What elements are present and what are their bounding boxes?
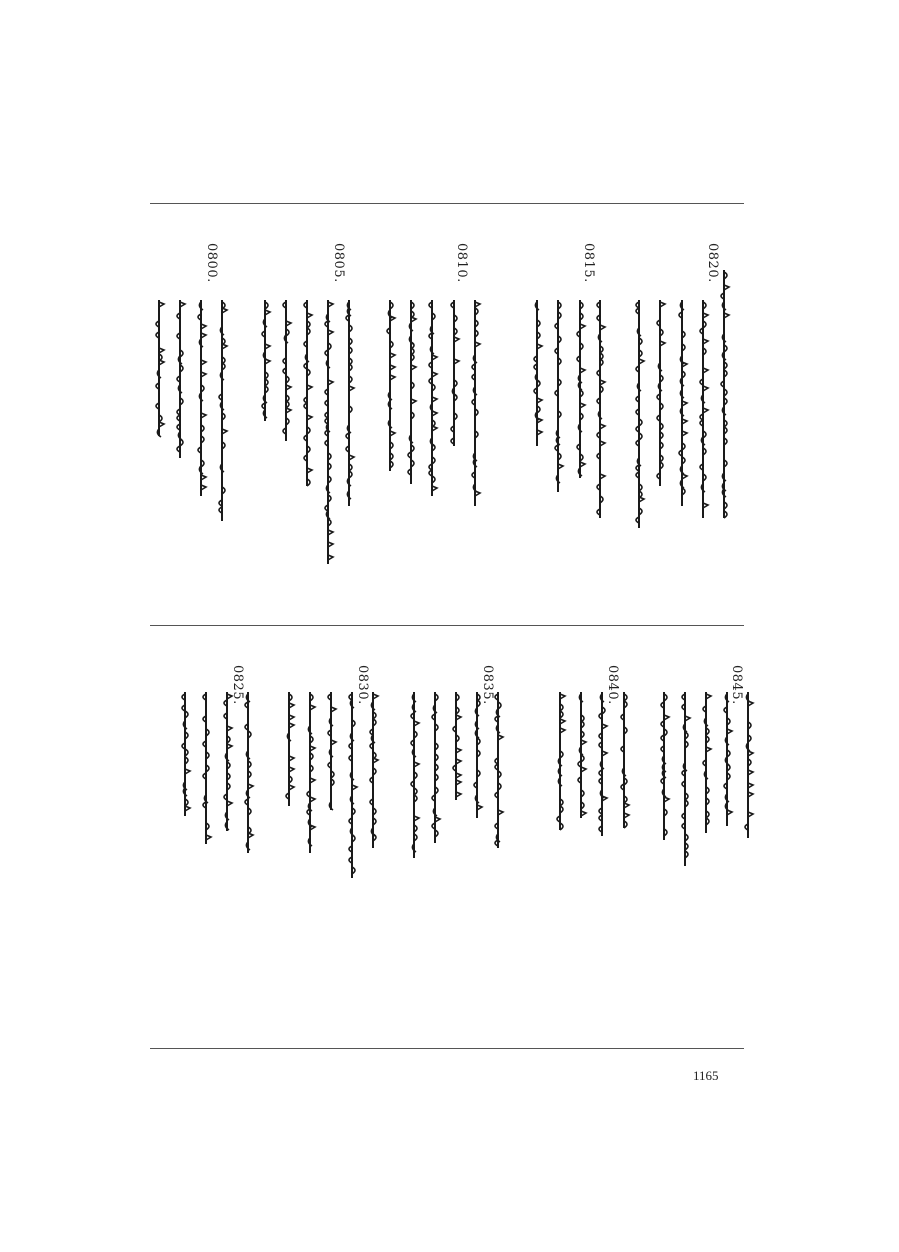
script-line	[423, 298, 441, 498]
script-line	[343, 690, 361, 880]
script-line	[468, 690, 486, 820]
script-line	[697, 690, 715, 835]
page-number: 1165	[693, 1068, 719, 1083]
script-line	[171, 298, 189, 460]
script-line	[655, 690, 673, 842]
script-line	[405, 690, 423, 860]
middle-rule	[150, 625, 744, 626]
script-line	[739, 690, 757, 840]
script-line	[630, 298, 648, 530]
script-line	[340, 298, 358, 508]
script-line	[572, 690, 590, 820]
script-line	[571, 298, 589, 480]
script-line	[256, 298, 274, 423]
line-number: 0810.	[454, 243, 469, 283]
script-line	[301, 690, 319, 855]
top-rule	[150, 203, 744, 204]
script-line	[176, 690, 194, 818]
line-number: 0845.	[729, 665, 744, 705]
script-line	[298, 298, 316, 488]
line-number: 0840.	[605, 665, 620, 705]
script-line	[489, 690, 507, 850]
script-line	[528, 298, 546, 448]
script-line	[673, 298, 691, 508]
line-number: 0820.	[705, 243, 720, 283]
script-line	[445, 298, 463, 448]
script-line	[694, 298, 712, 520]
script-line	[466, 298, 484, 508]
script-line	[381, 298, 399, 473]
script-line	[213, 298, 231, 523]
script-line	[197, 690, 215, 846]
script-line	[593, 690, 611, 838]
script-line	[280, 690, 298, 808]
line-number: 0800.	[204, 243, 219, 283]
line-number: 0830.	[355, 665, 370, 705]
line-number: 0815.	[581, 243, 596, 283]
line-number: 0825.	[230, 665, 245, 705]
script-line	[364, 690, 382, 850]
script-line	[715, 268, 733, 520]
script-line	[402, 298, 420, 486]
script-line	[676, 690, 694, 868]
script-line	[551, 690, 569, 832]
script-line	[549, 298, 567, 494]
script-line	[447, 690, 465, 802]
script-line	[239, 690, 257, 855]
line-number: 0835.	[480, 665, 495, 705]
line-number: 0805.	[331, 243, 346, 283]
script-line	[615, 690, 633, 830]
script-line	[322, 690, 340, 812]
script-line	[218, 690, 236, 833]
script-line	[591, 298, 609, 520]
script-line	[718, 690, 736, 828]
script-line	[277, 298, 295, 443]
script-line	[192, 298, 210, 498]
script-line	[150, 298, 168, 438]
bottom-rule	[150, 1048, 744, 1049]
script-line	[426, 690, 444, 845]
script-line	[319, 298, 337, 566]
script-line	[651, 298, 669, 488]
